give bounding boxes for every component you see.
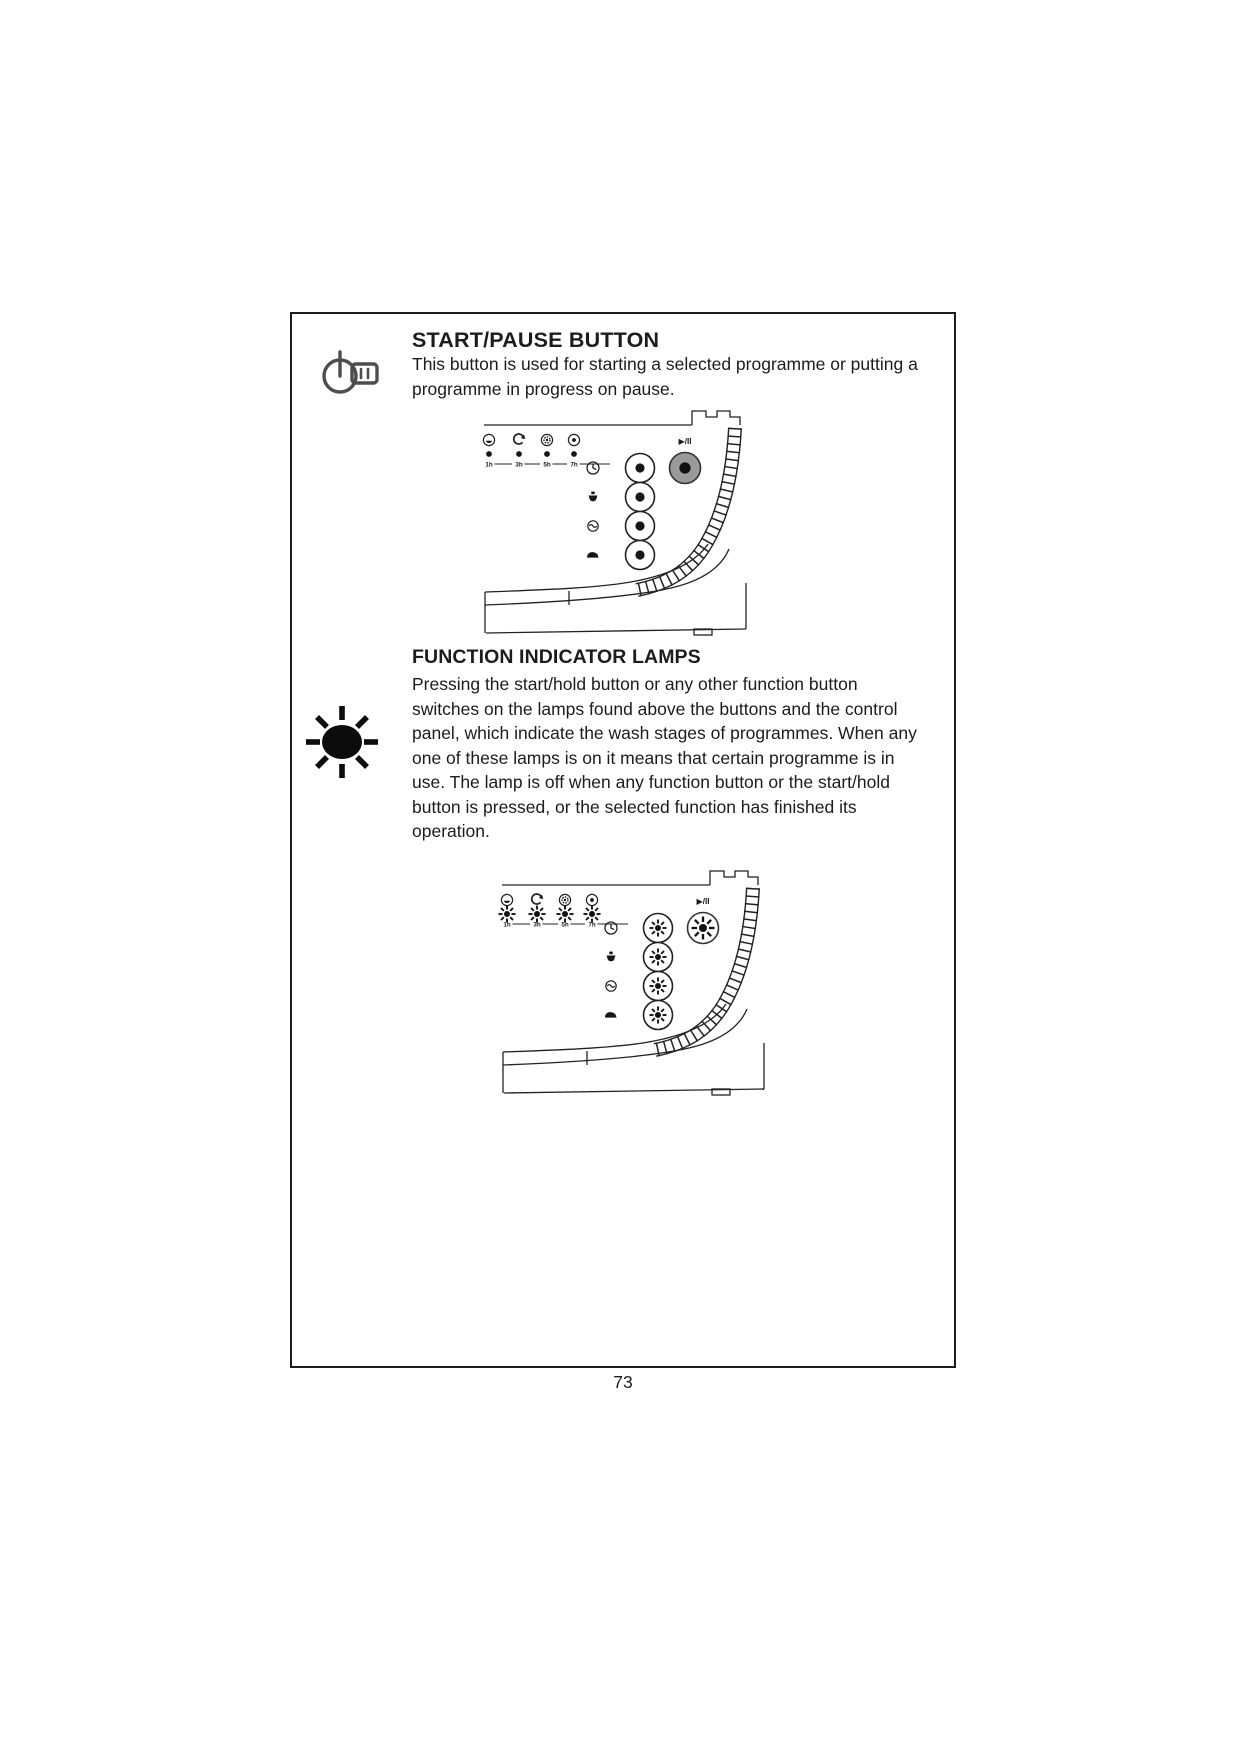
body-line: use. The lamp is off when any function button or the start/hold [412, 772, 890, 792]
delay-label: 3h [515, 461, 523, 469]
body-line: panel, which indicate the wash stages of programmes. When any [412, 723, 917, 743]
indicator-lamp [486, 451, 492, 457]
indicator-lamp-lit [529, 906, 546, 923]
button-lamp [635, 521, 644, 530]
lamp-burst-margin-icon [300, 696, 384, 788]
indicator-lamp-lit [584, 906, 601, 923]
delay-label: 7h [588, 921, 596, 929]
button-lamp-lit [650, 920, 667, 937]
delay-label: 5h [561, 921, 569, 929]
machine-outline [483, 411, 746, 635]
button-lamp-lit [650, 949, 667, 966]
delay-lamps-on [499, 906, 601, 923]
delay-label: 1h [485, 461, 493, 469]
body-line: switches on the lamps found above the buttons and the control [412, 698, 898, 719]
section-body-function-lamps [412, 672, 917, 844]
delay-label: 3h [533, 921, 541, 929]
start-pause-label: ▶/II [678, 437, 692, 446]
button-lamp-lit [650, 978, 667, 995]
start-pause-label: ▶/II [696, 897, 710, 906]
control-panel-diagram-lamps-on [488, 860, 778, 1110]
button-lamp-lit [650, 1007, 667, 1024]
section-heading-start-pause: START/PAUSE BUTTON [412, 328, 660, 352]
start-pause-lamp-off [679, 462, 690, 473]
delay-label: 1h [503, 921, 511, 929]
delay-label: 7h [570, 461, 578, 469]
body-line: one of these lamps is on it means that certain programme is in [412, 747, 895, 768]
indicator-lamp [544, 451, 550, 457]
body-line: Pressing the start/hold button or any other function button [412, 674, 858, 694]
machine-outline [501, 871, 764, 1095]
body-line: programme in progress on pause. [412, 378, 675, 399]
indicator-lamp-lit [557, 906, 574, 923]
section-body-start-pause [412, 352, 918, 401]
indicator-lamp [516, 451, 522, 457]
indicator-lamp-lit [499, 906, 516, 923]
delay-lamps-off [486, 451, 577, 457]
button-lamp [635, 463, 644, 472]
pause-bars-icon [361, 369, 368, 378]
indicator-lamp [571, 451, 577, 457]
start-pause-margin-icon [316, 340, 382, 402]
delay-label: 5h [543, 461, 551, 469]
content-frame [290, 312, 956, 1368]
page-number: 73 [613, 1372, 633, 1392]
control-panel-diagram-lamps-off [470, 400, 760, 650]
body-line: button is pressed, or the selected function has finished its [412, 796, 857, 817]
button-lamp [635, 492, 644, 501]
button-lamp [635, 550, 644, 559]
section-heading-function-lamps: FUNCTION INDICATOR LAMPS [412, 646, 701, 668]
delay-labels [485, 462, 578, 469]
delay-labels [503, 922, 596, 929]
body-line: operation. [412, 821, 490, 841]
start-pause-lamp-lit [692, 917, 715, 940]
body-line: This button is used for starting a selected programme or putting a [412, 354, 918, 374]
